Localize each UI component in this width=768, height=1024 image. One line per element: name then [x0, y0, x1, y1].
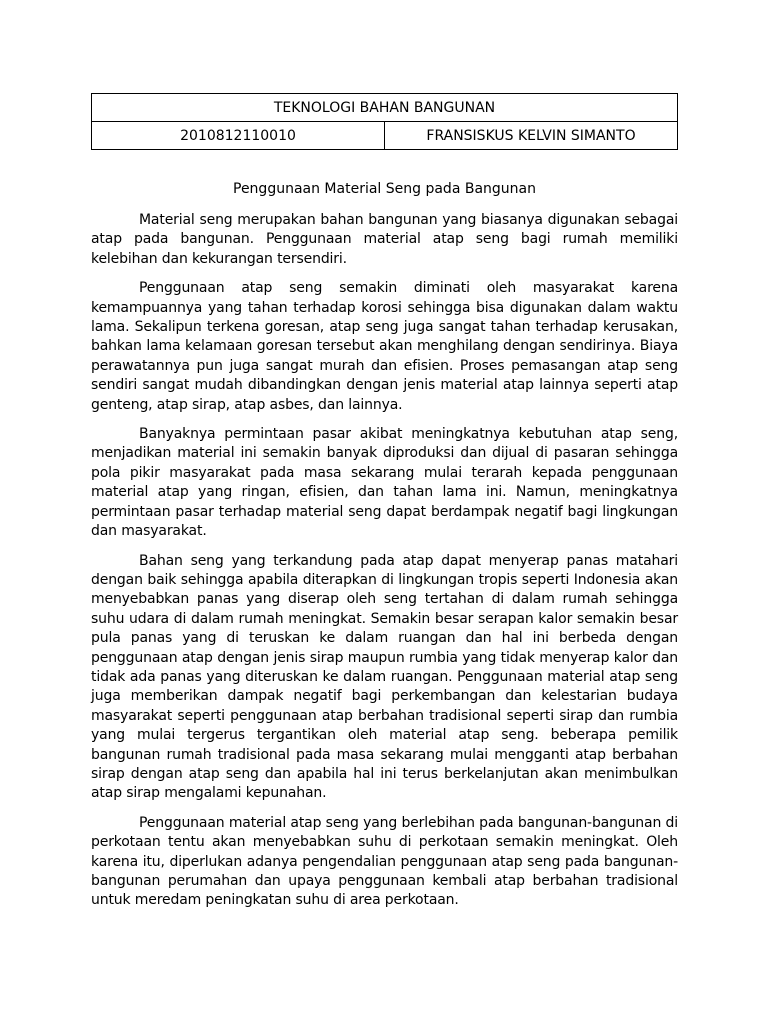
paragraph-4: Bahan seng yang terkandung pada atap dapat menyerap panas matahari dengan baik sehingga apabila diterapkan di lingkungan tropis seperti Indonesia akan menyebabkan panas yang diserap oleh seng tertahan di dalam rumah sehingga suhu udara di dalam rumah meningkat. Semakin besar serapan kalor semakin besar pula panas yang di teruskan ke dalam ruangan dan hal ini berbeda dengan penggunaan atap dengan jenis sirap maupun rumbia yang tidak menyerap kalor dan tidak ada panas yang diteruskan ke dalam ruangan. Penggunaan material atap seng juga memberikan dampak negatif bagi perkembangan dan kelestarian budaya masyarakat seperti penggunaan atap berbahan tradisional seperti sirap dan rumbia yang mulai tergerus tergantikan oleh material atap seng. beberapa pemilik bangunan rumah tradisional pada masa sekarang mulai mengganti atap berbahan sirap dengan atap seng dan apabila hal ini terus berkelanjutan akan menimbulkan atap sirap mengalami kepunahan.: [91, 552, 678, 802]
course-name: TEKNOLOGI BAHAN BANGUNAN: [92, 94, 678, 122]
header-row-student: [92, 122, 678, 150]
student-name: FRANSISKUS KELVIN SIMANTO: [385, 122, 678, 150]
paragraph-2: Penggunaan atap seng semakin diminati oleh masyarakat karena kemampuannya yang tahan terhadap korosi sehingga bisa digunakan dalam waktu lama. Sekalipun terkena goresan, atap seng juga sangat tahan terhadap kerusakan, bahkan lama kelamaan goresan tersebut akan menghilang dengan sendirinya. Biaya perawatannya pun juga sangat murah dan efisien. Proses pemasangan atap seng sendiri sangat mudah dibandingkan dengan jenis material atap lainnya seperti atap genteng, atap sirap, atap asbes, dan lainnya.: [91, 280, 678, 413]
paragraph-1: Material seng merupakan bahan bangunan yang biasanya digunakan sebagai atap pada bangunan. Penggunaan material atap seng bagi rumah memiliki kelebihan dan kekurangan tersendiri.: [91, 212, 678, 267]
paragraph-3: Banyaknya permintaan pasar akibat meningkatnya kebutuhan atap seng, menjadikan material ini semakin banyak diproduksi dan dijual di pasaran sehingga pola pikir masyarakat pada masa sekarang mulai terarah kepada penggunaan material atap yang ringan, efisien, dan tahan lama ini. Namun, meningkatnya permintaan pasar terhadap material seng dapat berdampak negatif bagi lingkungan dan masyarakat.: [91, 426, 678, 540]
document-title: Penggunaan Material Seng pada Bangunan: [233, 181, 536, 197]
student-id: 2010812110010: [92, 122, 385, 150]
header-table: [91, 93, 678, 150]
header-row-course: [92, 94, 678, 122]
paragraph-5: Penggunaan material atap seng yang berlebihan pada bangunan-bangunan di perkotaan tentu akan menyebabkan suhu di perkotaan semakin meningkat. Oleh karena itu, diperlukan adanya pengendalian penggunaan atap seng pada bangunan-bangunan perumahan dan upaya penggunaan kembali atap berbahan tradisional untuk meredam peningkatan suhu di area perkotaan.: [91, 814, 678, 909]
body-text: [91, 211, 678, 921]
